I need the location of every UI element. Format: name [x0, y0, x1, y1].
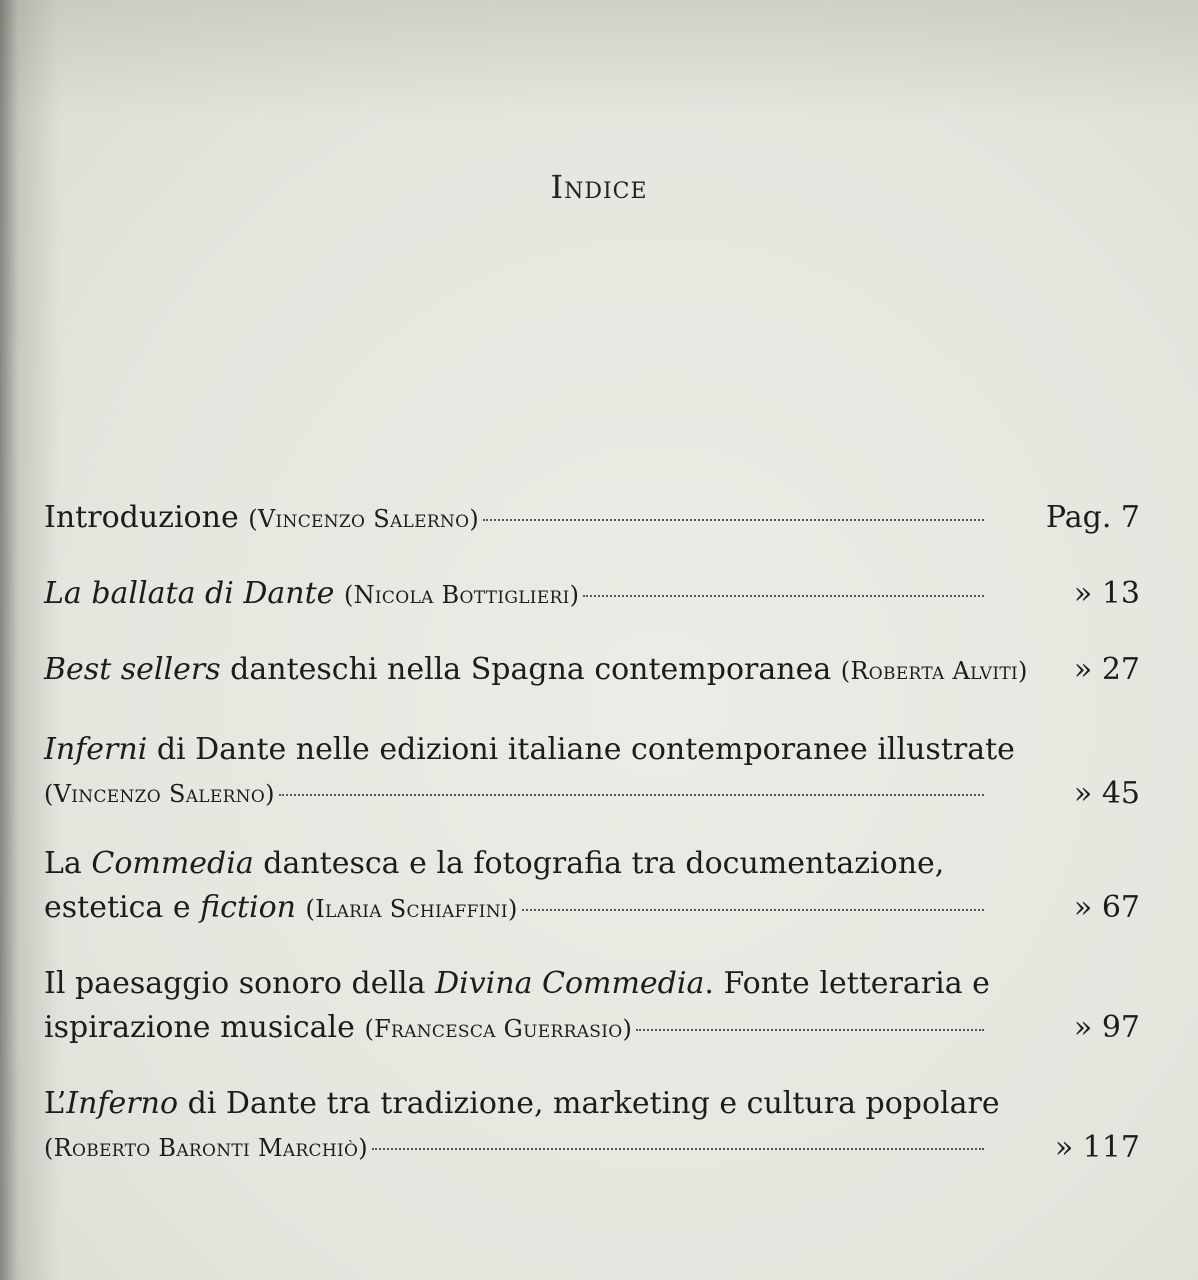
- toc-entry: [44, 962, 1144, 1050]
- entry-author: (Roberta Alviti): [840, 657, 1028, 685]
- entry-author: (Roberto Baronti Marchiò): [44, 1134, 368, 1162]
- entry-page: » 67: [1073, 890, 1140, 925]
- entry-title: ispirazione musicale: [44, 1010, 355, 1045]
- toc-entry: [44, 728, 1144, 816]
- toc-entry: [44, 842, 1144, 930]
- entry-title: La ballata di Dante: [44, 576, 335, 611]
- entry-title: danteschi nella Spagna contemporanea: [230, 652, 832, 687]
- entry-title: di Dante nelle edizioni italiane contemporanee illustrate: [156, 732, 1015, 767]
- entry-author: (Vincenzo Salerno): [248, 505, 479, 533]
- entry-title-italic: Best sellers: [44, 652, 221, 687]
- toc-entry: [44, 496, 1144, 540]
- entry-title-italic: Divina Commedia: [435, 966, 705, 1001]
- entry-page: » 27: [1073, 652, 1140, 687]
- entry-title: La: [44, 846, 82, 881]
- toc-entry: [44, 648, 1144, 692]
- entry-page: » 13: [1073, 576, 1140, 611]
- entry-author: (Vincenzo Salerno): [44, 780, 275, 808]
- entry-page: » 97: [1073, 1010, 1140, 1045]
- entry-author: (Ilaria Schiaffini): [305, 895, 518, 923]
- dot-leader: [583, 595, 984, 597]
- entry-author: (Francesca Guerrasio): [364, 1015, 633, 1043]
- toc-entry: [44, 1082, 1144, 1170]
- dot-leader: [279, 794, 984, 796]
- entry-title: Introduzione: [44, 500, 239, 535]
- entry-title: L’: [44, 1086, 67, 1121]
- entry-page: Pag. 7: [1045, 500, 1140, 535]
- entry-title: . Fonte letteraria e: [704, 966, 990, 1001]
- dot-leader: [372, 1148, 984, 1150]
- index-title: Indice: [550, 168, 648, 206]
- entry-title: dantesca e la fotografia tra documentazione,: [263, 846, 945, 881]
- entry-title-italic: Inferno: [66, 1086, 179, 1121]
- dot-leader: [636, 1029, 984, 1031]
- entry-title-italic: fiction: [200, 890, 296, 925]
- entry-title: Il paesaggio sonoro della: [44, 966, 426, 1001]
- entry-title: di Dante tra tradizione, marketing e cultura popolare: [187, 1086, 1000, 1121]
- entry-page: » 117: [1054, 1130, 1140, 1165]
- entry-title: estetica e: [44, 890, 191, 925]
- entry-title-italic: Commedia: [91, 846, 254, 881]
- dot-leader: [483, 519, 984, 521]
- dot-leader: [522, 909, 984, 911]
- entry-page: » 45: [1073, 776, 1140, 811]
- toc-entry: [44, 572, 1144, 616]
- entry-author: (Nicola Bottiglieri): [343, 581, 580, 609]
- entry-title-italic: Inferni: [44, 732, 148, 767]
